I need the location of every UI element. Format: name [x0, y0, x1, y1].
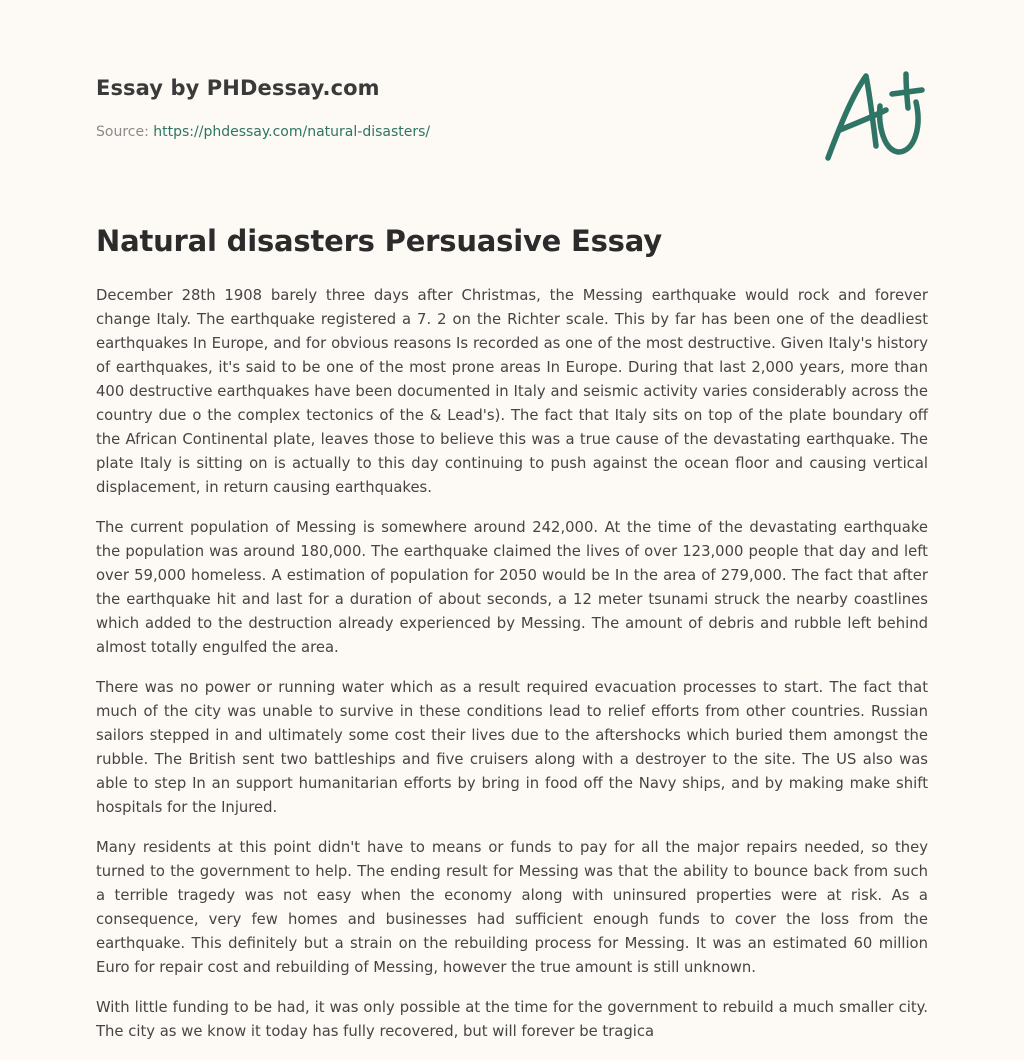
essay-paragraph: With little funding to be had, it was only possible at the time for the government to rebuild a much smaller city. The city as we know it today has fully recovered, but will forever be tragica — [96, 999, 928, 1040]
essay-title: Natural disasters Persuasive Essay — [96, 224, 662, 258]
a-plus-logo-icon — [818, 66, 930, 170]
essay-paragraph: December 28th 1908 barely three days after Christmas, the Messing earthquake would rock and forever change Italy. The earthquake registered a 7. 2 on the Richter scale. This by far has been one of the deadliest earthquakes In Europe, and for obvious reasons Is recorded as one of the most destructive. Given Italy's history of earthquakes, it's said to be one of the most prone areas In Europe. During that last 2,000 years, more than 400 destructive earthquakes have been documented in Italy and seismic activity varies considerably across the country due o the complex tectonics of the & Lead's). The fact that Italy sits on top of the plate boundary off the African Continental plate, leaves those to believe this was a true cause of the devastating earthquake. The plate Italy is sitting on is actually to this day continuing to push against the ocean floor and causing vertical displacement, in return causing earthquakes. — [96, 287, 928, 496]
source-link[interactable]: https://phdessay.com/natural-disasters/ — [153, 124, 431, 140]
essay-paragraph: The current population of Messing is somewhere around 242,000. At the time of the devastating earthquake the population was around 180,000. The earthquake claimed the lives of over 123,000 people that day and left over 59,000 homeless. A estimation of population for 2050 would be In the area of 279,000. The fact that after the earthquake hit and last for a duration of about seconds, a 12 meter tsunami struck the nearby coastlines which added to the destruction already experienced by Messing. The amount of debris and rubble left behind almost totally engulfed the area. — [96, 519, 928, 656]
essay-paragraph: There was no power or running water which as a result required evacuation processes to start. The fact that much of the city was unable to survive in these conditions lead to relief efforts from other countries. Russian sailors stepped in and ultimately some cost their lives due to the aftershocks which buried them amongst the rubble. The British sent two battleships and five cruisers along with a destroyer to the site. The US also was able to step In an support humanitarian efforts by bring in food off the Navy ships, and by making make shift hospitals for the Injured. — [96, 679, 928, 816]
essay-body — [96, 284, 928, 1060]
source-label: Source: — [96, 124, 154, 140]
source-line — [96, 124, 430, 140]
brand-title: Essay by PHDessay.com — [96, 76, 380, 100]
essay-paragraph: Many residents at this point didn't have to means or funds to pay for all the major repairs needed, so they turned to the government to help. The ending result for Messing was that the ability to bounce back from such a terrible tragedy was not easy when the economy along with uninsured properties were at risk. As a consequence, very few homes and businesses had sufficient enough funds to cover the loss from the earthquake. This definitely but a strain on the rebuilding process for Messing. It was an estimated 60 million Euro for repair cost and rebuilding of Messing, however the true amount is still unknown. — [96, 839, 928, 976]
